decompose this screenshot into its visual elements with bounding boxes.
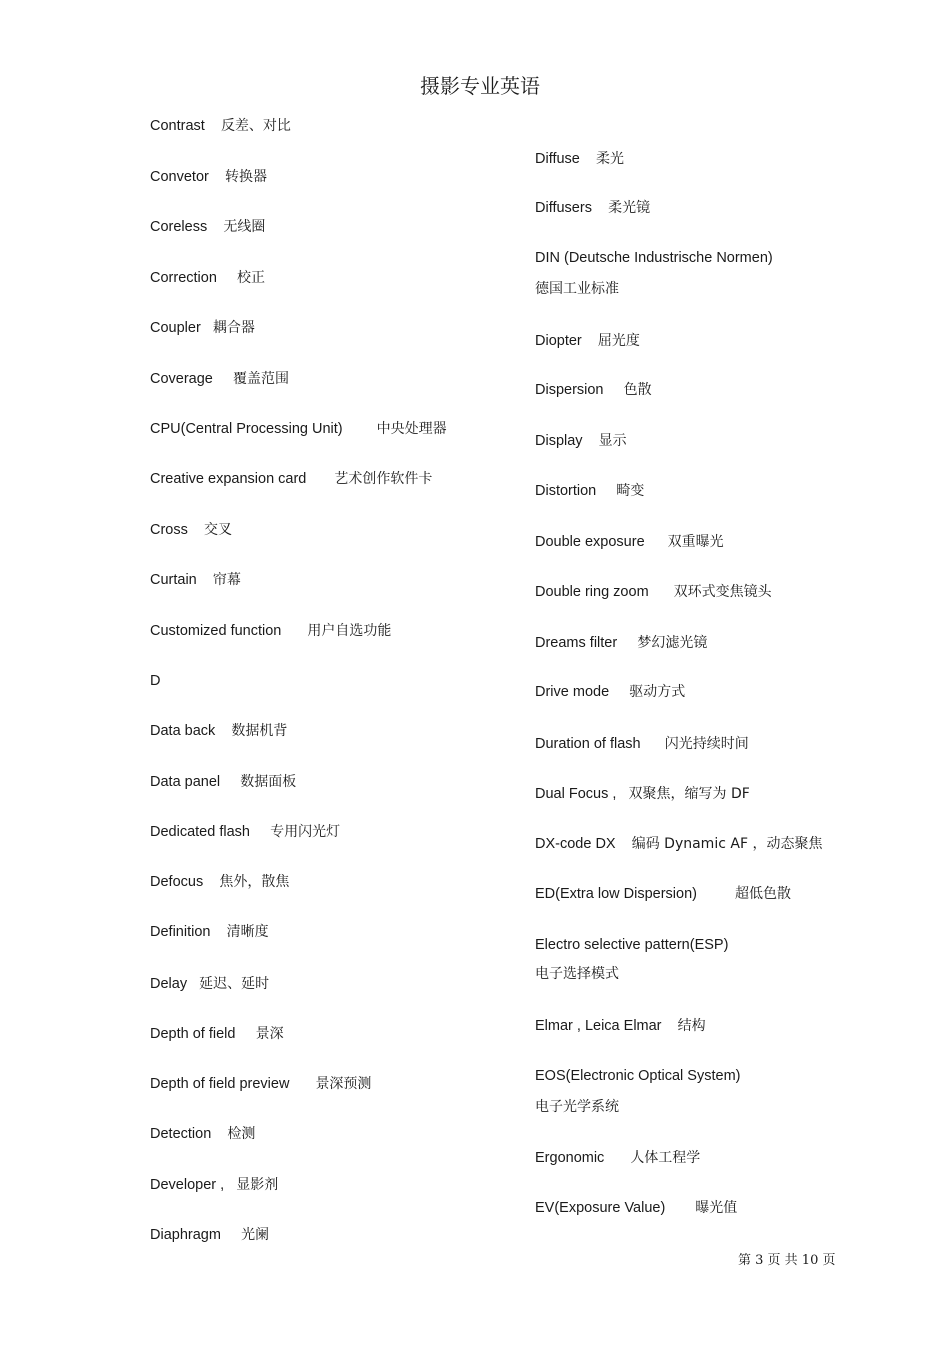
term-display: Display 显示 (535, 433, 627, 449)
term-cpu: CPU(Central Processing Unit) 中央处理器 (150, 421, 447, 437)
term-diffusers: Diffusers 柔光镜 (535, 200, 651, 216)
term-ev: EV(Exposure Value) 曝光值 (535, 1200, 738, 1216)
term-data-back: Data back 数据机背 (150, 723, 288, 739)
term-dispersion: Dispersion 色散 (535, 382, 652, 398)
term-cross: Cross 交叉 (150, 522, 232, 538)
term-double-ring-zoom: Double ring zoom 双环式变焦镜头 (535, 584, 772, 600)
page-number-footer: 第 3 页 共 10 页 (738, 1253, 836, 1268)
term-ergonomic: Ergonomic 人体工程学 (535, 1150, 701, 1166)
term-coupler: Coupler 耦合器 (150, 320, 255, 336)
term-diopter: Diopter 屈光度 (535, 333, 640, 349)
section-letter-d: D (150, 673, 161, 689)
term-drive-mode: Drive mode 驱动方式 (535, 684, 686, 700)
term-din: DIN (Deutsche Industrische Normen) (535, 250, 773, 266)
term-definition: Definition 清晰度 (150, 924, 269, 940)
term-esp: Electro selective pattern(ESP) (535, 937, 729, 953)
term-depth-of-field-preview: Depth of field preview 景深预测 (150, 1076, 372, 1092)
term-esp-translation: 电子选择模式 (535, 966, 619, 982)
term-ed: ED(Extra low Dispersion) 超低色散 (535, 886, 791, 902)
term-correction: Correction 校正 (150, 270, 266, 286)
page-title: 摄影专业英语 (420, 74, 540, 98)
term-dreams-filter: Dreams filter 梦幻滤光镜 (535, 635, 708, 651)
term-din-translation: 德国工业标准 (535, 281, 619, 297)
term-eos: EOS(Electronic Optical System) (535, 1068, 741, 1084)
term-diaphragm: Diaphragm 光阑 (150, 1227, 270, 1243)
term-distortion: Distortion 畸变 (535, 483, 645, 499)
term-detection: Detection 检测 (150, 1126, 256, 1142)
term-creative-expansion-card: Creative expansion card 艺术创作软件卡 (150, 471, 433, 487)
term-delay: Delay 延迟、延时 (150, 976, 270, 992)
term-contrast: Contrast 反差、对比 (150, 118, 291, 134)
term-diffuse: Diffuse 柔光 (535, 151, 624, 167)
term-duration-of-flash: Duration of flash 闪光持续时间 (535, 736, 749, 752)
term-elmar: Elmar , Leica Elmar 结构 (535, 1018, 706, 1034)
term-customized-function: Customized function 用户自选功能 (150, 623, 392, 639)
term-data-panel: Data panel 数据面板 (150, 774, 297, 790)
term-depth-of-field: Depth of field 景深 (150, 1026, 284, 1042)
term-dx-code: DX-code DX 编码 Dynamic AF ，动态聚焦 (535, 836, 823, 852)
term-eos-translation: 电子光学系统 (535, 1099, 619, 1115)
term-coverage: Coverage 覆盖范围 (150, 371, 290, 387)
term-dedicated-flash: Dedicated flash 专用闪光灯 (150, 824, 341, 840)
term-curtain: Curtain 帘幕 (150, 572, 241, 588)
term-coreless: Coreless 无线圈 (150, 219, 266, 235)
term-developer: Developer , 显影剂 (150, 1177, 279, 1193)
term-dual-focus: Dual Focus , 双聚焦，缩写为 DF (535, 786, 750, 802)
term-defocus: Defocus 焦外，散焦 (150, 874, 290, 890)
term-double-exposure: Double exposure 双重曝光 (535, 534, 724, 550)
term-convetor: Convetor 转换器 (150, 169, 267, 185)
